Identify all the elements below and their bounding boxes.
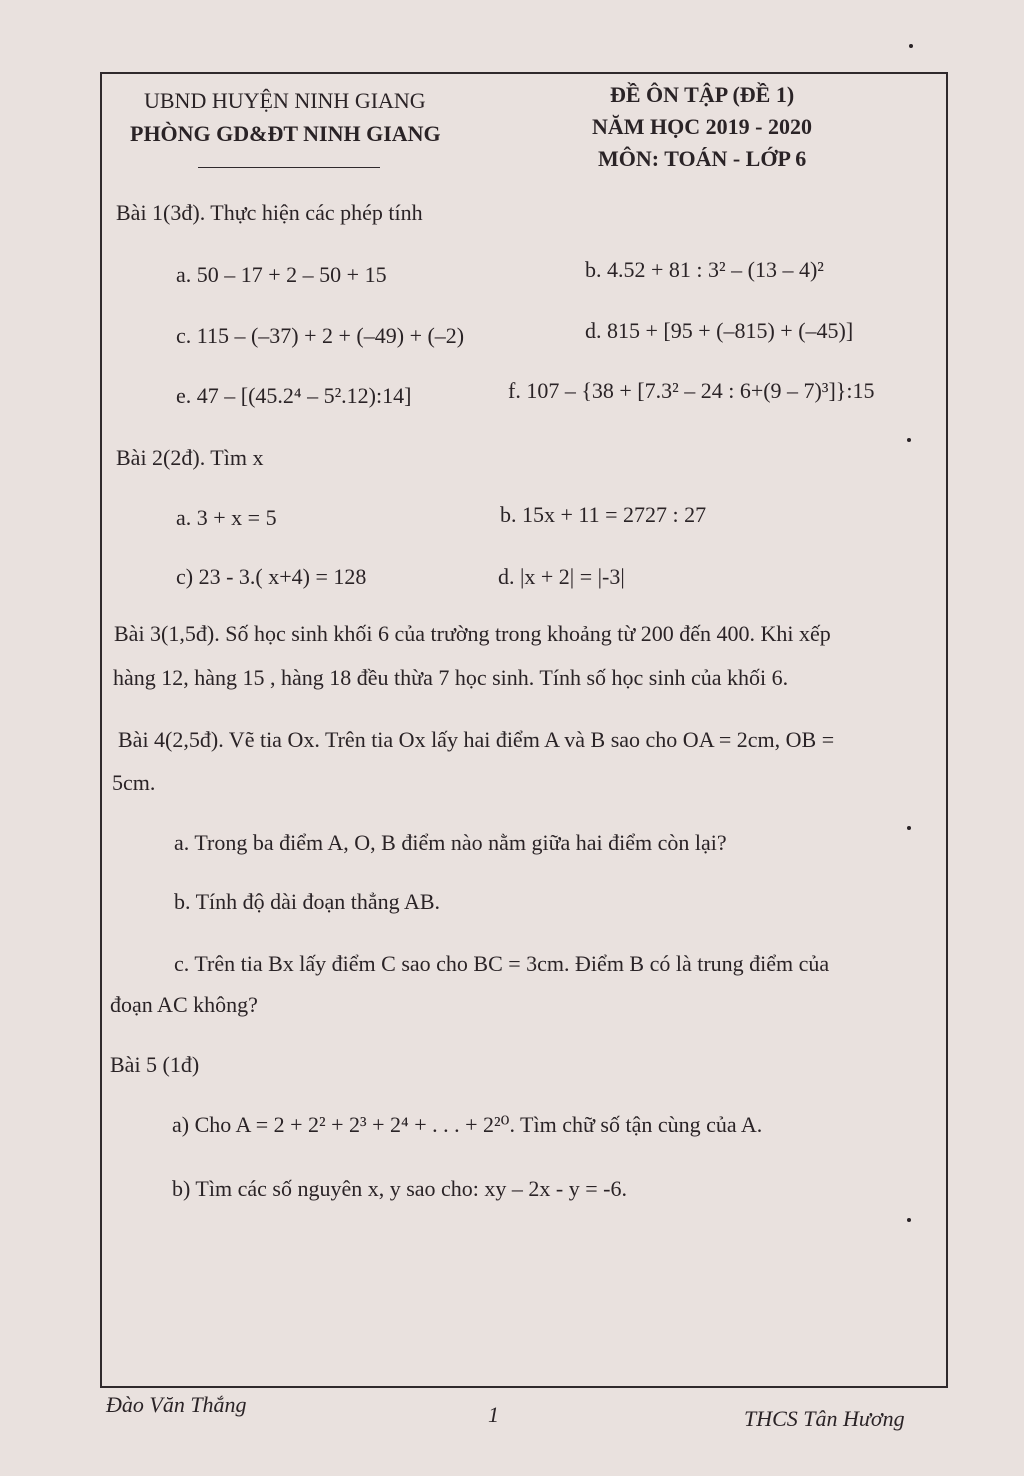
bai4-item-b: b. Tính độ dài đoạn thẳng AB. [174, 889, 441, 914]
paper-speck [909, 44, 913, 48]
header-school-year: NĂM HỌC 2019 - 2020 [592, 114, 812, 139]
paper-speck [907, 826, 911, 830]
bai2-item-a: a. 3 + x = 5 [176, 505, 277, 530]
bai2-item-b: b. 15x + 11 = 2727 : 27 [500, 502, 707, 527]
footer-author: Đào Văn Thắng [106, 1392, 247, 1417]
bai5-item-b: b) Tìm các số nguyên x, y sao cho: xy – 2x - y = -6. [172, 1176, 627, 1201]
bai1-item-c: c. 115 – (–37) + 2 + (–49) + (–2) [176, 323, 465, 348]
bai1-item-e: e. 47 – [(45.2⁴ – 5².12):14] [176, 383, 412, 408]
footer-school: THCS Tân Hương [744, 1406, 905, 1431]
bai5-title: Bài 5 (1đ) [110, 1052, 200, 1077]
bai1-item-f: f. 107 – {38 + [7.3² – 24 : 6+(9 – 7)³]}:15 [508, 378, 875, 403]
footer-page-number: 1 [488, 1402, 499, 1427]
bai4-item-c-line1: c. Trên tia Bx lấy điểm C sao cho BC = 3cm. Điểm B có là trung điểm của [174, 951, 830, 976]
bai1-item-d: d. 815 + [95 + (–815) + (–45)] [585, 318, 854, 343]
paper-speck [907, 1218, 911, 1222]
bai1-item-a: a. 50 – 17 + 2 – 50 + 15 [176, 262, 387, 287]
bai4-line1: Bài 4(2,5đ). Vẽ tia Ox. Trên tia Ox lấy hai điểm A và B sao cho OA = 2cm, OB = [118, 727, 835, 752]
bai3-line1: Bài 3(1,5đ). Số học sinh khối 6 của trường trong khoảng từ 200 đến 400. Khi xếp [114, 621, 831, 646]
bai2-item-d: d. |x + 2| = |-3| [498, 564, 625, 589]
header-left-line1: UBND HUYỆN NINH GIANG [144, 88, 426, 113]
bai4-line2: 5cm. [112, 770, 156, 795]
header-divider [198, 167, 380, 168]
bai1-item-b: b. 4.52 + 81 : 3² – (13 – 4)² [585, 257, 824, 282]
header-subject: MÔN: TOÁN - LỚP 6 [598, 146, 807, 171]
bai4-item-a: a. Trong ba điểm A, O, B điểm nào nằm giữa hai điểm còn lại? [174, 830, 727, 855]
bai2-title: Bài 2(2đ). Tìm x [116, 445, 264, 470]
bai5-item-a: a) Cho A = 2 + 2² + 2³ + 2⁴ + . . . + 2²⁰. Tìm chữ số tận cùng của A. [172, 1112, 763, 1137]
bai1-title: Bài 1(3đ). Thực hiện các phép tính [116, 200, 423, 225]
bai2-item-c: c) 23 - 3.( x+4) = 128 [176, 564, 367, 589]
header-left-line2: PHÒNG GD&ĐT NINH GIANG [130, 121, 441, 146]
header-title: ĐỀ ÔN TẬP (ĐỀ 1) [610, 82, 795, 107]
bai3-line2: hàng 12, hàng 15 , hàng 18 đều thừa 7 học sinh. Tính số học sinh của khối 6. [113, 665, 789, 690]
paper-speck [907, 438, 911, 442]
bai4-item-c-line2: đoạn AC không? [110, 992, 258, 1017]
